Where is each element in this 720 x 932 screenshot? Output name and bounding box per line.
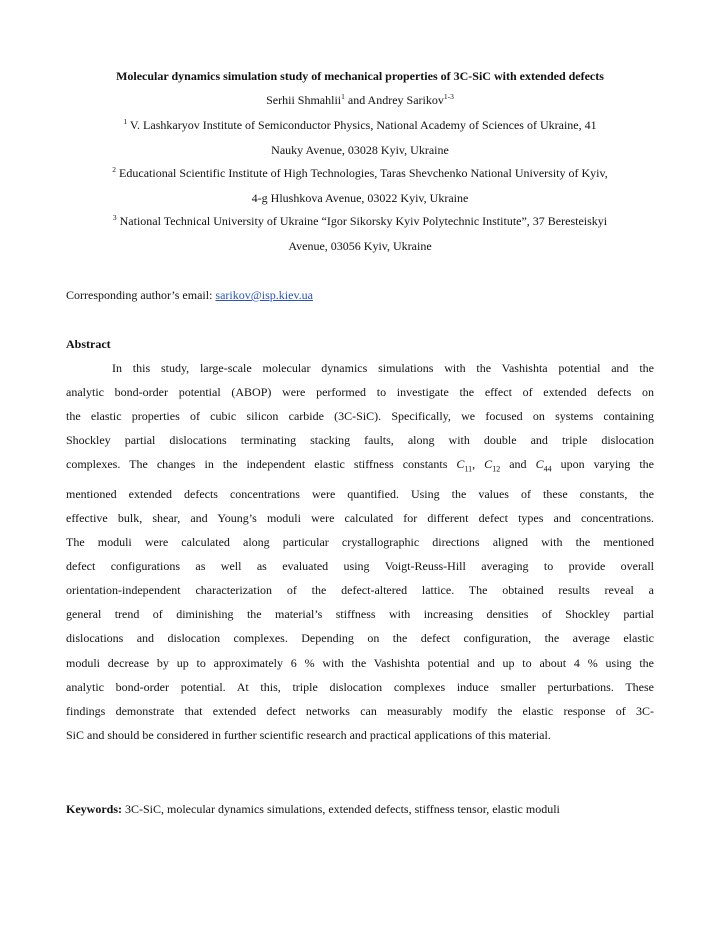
affiliation-text: Nauky Avenue, 03028 Kyiv, Ukraine <box>271 142 449 157</box>
corresponding-email <box>66 288 313 302</box>
affiliation-text: Avenue, 03056 Kyiv, Ukraine <box>288 238 432 253</box>
author-affiliation-mark: 1 <box>341 92 345 101</box>
affiliation-mark: 1 <box>123 117 128 126</box>
abstract-line: dislocations and dislocation complexes. Depending on the defect configuration, the average elastic <box>66 631 654 646</box>
abstract-line-constants: complexes. The changes in the independent elastic stiffness constants $C_{11}$, $C_{12}$ and $C_{44}$ upon varying the <box>66 457 655 474</box>
constant-c11: $C_{11}$ <box>456 457 473 474</box>
affiliation-text: V. Lashkaryov Institute of Semiconductor Physics, National Academy of Sciences of Ukraine, 41 <box>127 118 597 132</box>
affiliation-mark: 2 <box>112 165 117 174</box>
abstract-body <box>66 356 654 747</box>
keywords <box>66 802 560 816</box>
email-link[interactable]: sarikov@isp.kiev.ua <box>215 288 314 302</box>
author-name: Andrey Sarikov <box>367 93 444 107</box>
abstract-line: the elastic properties of cubic silicon carbide (3C-SiC). Specifically, we focused on systems containing <box>66 409 654 424</box>
abstract-line: findings demonstrate that extended defect networks can measurably modify the elastic response of 3C- <box>66 703 654 718</box>
affiliation-text: National Technical University of Ukraine “Igor Sikorsky Kyiv Polytechnic Institute”, 37 Beresteiskyi <box>116 214 608 228</box>
abstract-line: effective bulk, shear, and Young’s moduli were calculated for different defect types and concentrations. <box>66 510 654 525</box>
affiliation-2 <box>62 161 658 210</box>
abstract-line: mentioned extended defects concentrations were quantified. Using the values of these constants, the <box>66 486 654 501</box>
abstract-line-text: complexes. The changes in the independent elastic stiffness constants <box>66 457 457 472</box>
abstract-line: moduli decrease by up to approximately 6 % with the Vashishta potential and up to about 4 % using the <box>66 655 654 670</box>
email-label: Corresponding author’s email: <box>66 288 216 302</box>
abstract-line: defect configurations as well as evaluated using Voigt-Reuss-Hill averaging to provide overall <box>66 559 654 574</box>
affiliation-1 <box>62 113 658 162</box>
abstract-line: general trend of diminishing the material’s stiffness with increasing densities of Shockley partial <box>66 607 654 622</box>
constant-c44: $C_{44}$ <box>535 457 552 474</box>
author-connector: and <box>344 93 368 107</box>
affiliation-3 <box>62 209 658 258</box>
abstract-line: SiC and should be considered in further scientific research and practical applications of this material. <box>66 727 551 742</box>
abstract-line: The moduli were calculated along particular crystallographic directions aligned with the mentioned <box>66 535 654 550</box>
keywords-label: Keywords: <box>66 802 122 816</box>
abstract-line: analytic bond-order potential (ABOP) were performed to investigate the effect of extended defects on <box>66 385 654 400</box>
author-affiliation-mark: 1-3 <box>443 92 454 101</box>
affiliation-text: 4-g Hlushkova Avenue, 03022 Kyiv, Ukraine <box>251 190 469 205</box>
abstract-line: Shockley partial dislocations terminating stacking faults, along with double and triple dislocation <box>66 433 654 448</box>
abstract-line: orientation-independent characterization of the defect-altered lattice. The obtained results reveal a <box>66 583 654 598</box>
affiliation-text: Educational Scientific Institute of High Technologies, Taras Shevchenko National University of Kyiv, <box>116 166 608 180</box>
author-name: Serhii Shmahlii <box>266 93 342 107</box>
constant-c12: $C_{12}$ <box>484 457 501 474</box>
author-line <box>40 93 680 107</box>
paper-title: Molecular dynamics simulation study of mechanical properties of 3C-SiC with extended defects <box>116 69 604 83</box>
abstract-heading: Abstract <box>66 337 111 351</box>
keywords-text: 3C-SiC, molecular dynamics simulations, extended defects, stiffness tensor, elastic moduli <box>122 802 560 816</box>
abstract-line: analytic bond-order potential. At this, triple dislocation complexes induce smaller perturbations. These <box>66 679 654 694</box>
abstract-line: In this study, large-scale molecular dynamics simulations with the Vashishta potential and the <box>112 361 654 375</box>
affiliation-mark: 3 <box>112 213 117 222</box>
